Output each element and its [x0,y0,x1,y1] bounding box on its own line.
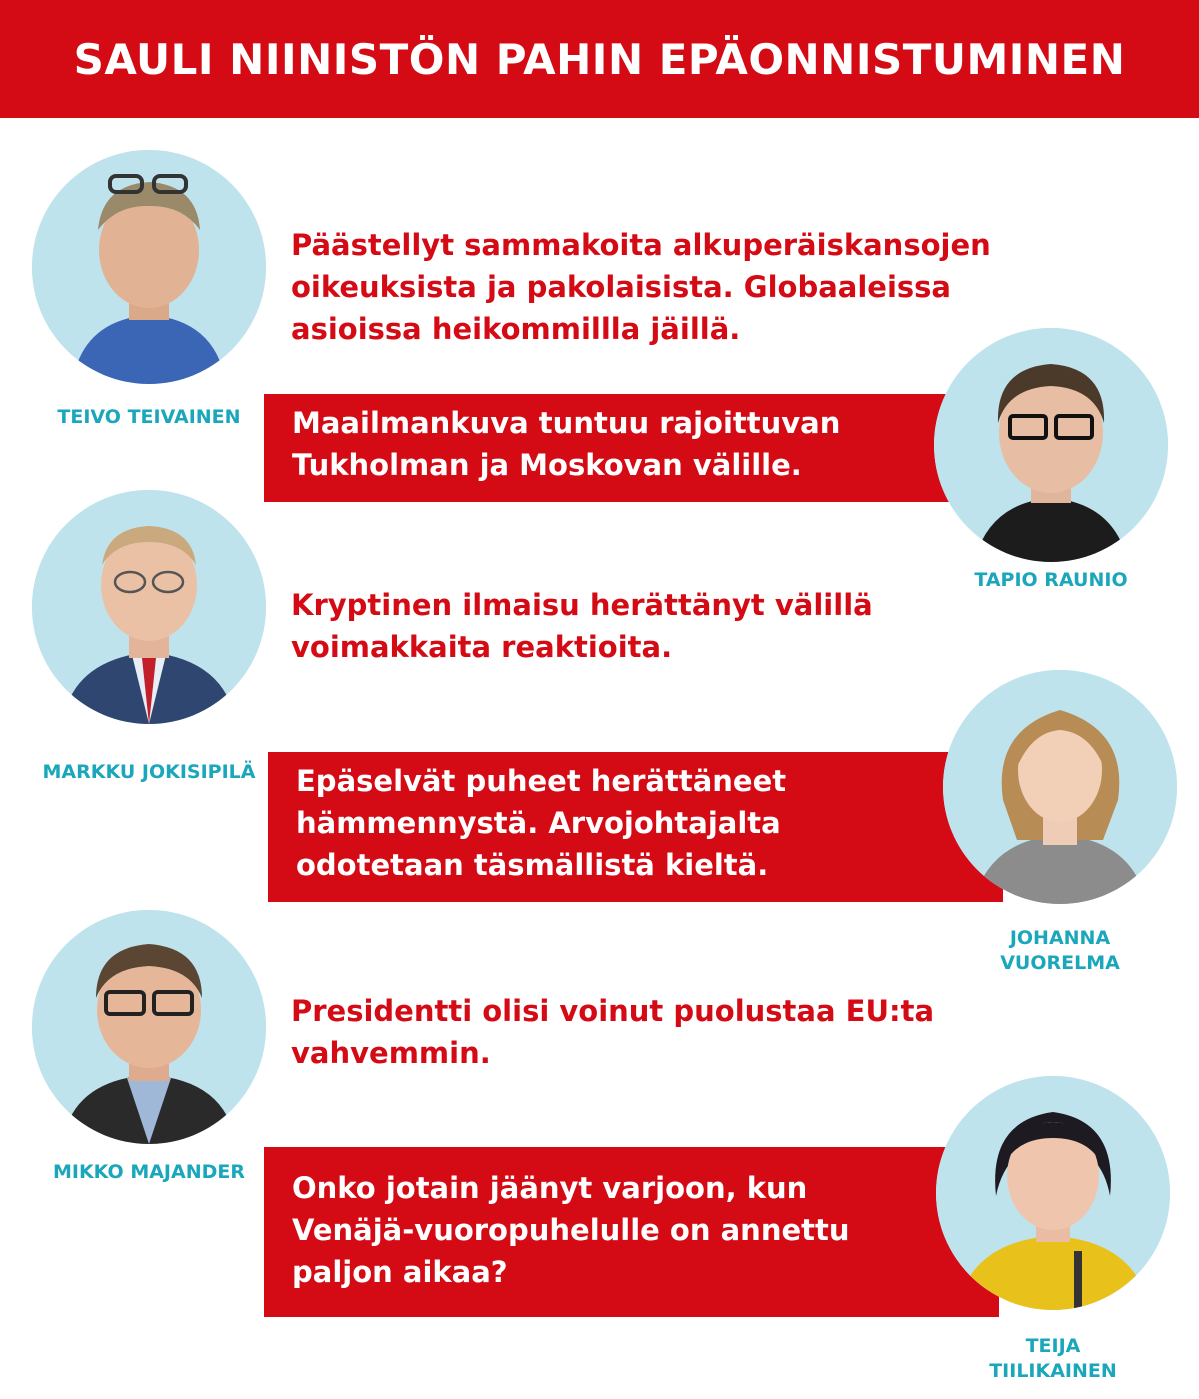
expert-quote: Päästellyt sammakoita alkuperäiskansojen oikeuksista ja pakolaisista. Globaaleissa asioissa heikommillla jäillä. [291,228,991,346]
avatar-markku-jokisipila [32,490,266,724]
avatar-johanna-vuorelma [943,670,1177,904]
portrait-photo-icon [934,328,1168,562]
portrait-photo-icon [943,670,1177,904]
portrait-photo-icon [32,150,266,384]
expert-name: MARKKU JOKISIPILÄ [42,761,256,783]
expert-quote-box: Maailmankuva tuntuu rajoittuvan Tukholman ja Moskovan välille. [264,394,964,502]
avatar-mikko-majander [32,910,266,1144]
portrait-photo-icon [32,910,266,1144]
expert-quote: Kryptinen ilmaisu herättänyt välillä voimakkaita reaktioita. [291,588,873,664]
expert-quote-box: Onko jotain jäänyt varjoon, kun Venäjä-vuoropuhelulle on annettu paljon aikaa? [264,1147,999,1317]
expert-name: MIKKO MAJANDER [52,1161,245,1183]
expert-name: TAPIO RAUNIO [974,569,1128,591]
portrait-photo-icon [936,1076,1170,1310]
expert-name: JOHANNA VUORELMA [1000,927,1120,974]
expert-name: TEIVO TEIVAINEN [57,406,241,428]
expert-quote-box: Epäselvät puheet herättäneet hämmennystä. Arvojohtajalta odotetaan täsmällistä kieltä. [268,752,1003,902]
expert-name: TEIJA TIILIKAINEN [989,1335,1117,1382]
title-banner [0,0,1199,118]
page-title: SAULI NIINISTÖN PAHIN EPÄONNISTUMINEN [73,34,1126,84]
avatar-teivo-teivainen [32,150,266,384]
avatar-teija-tiilikainen [936,1076,1170,1310]
expert-quote: Presidentti olisi voinut puolustaa EU:ta vahvemmin. [291,994,935,1070]
portrait-photo-icon [32,490,266,724]
avatar-tapio-raunio [934,328,1168,562]
